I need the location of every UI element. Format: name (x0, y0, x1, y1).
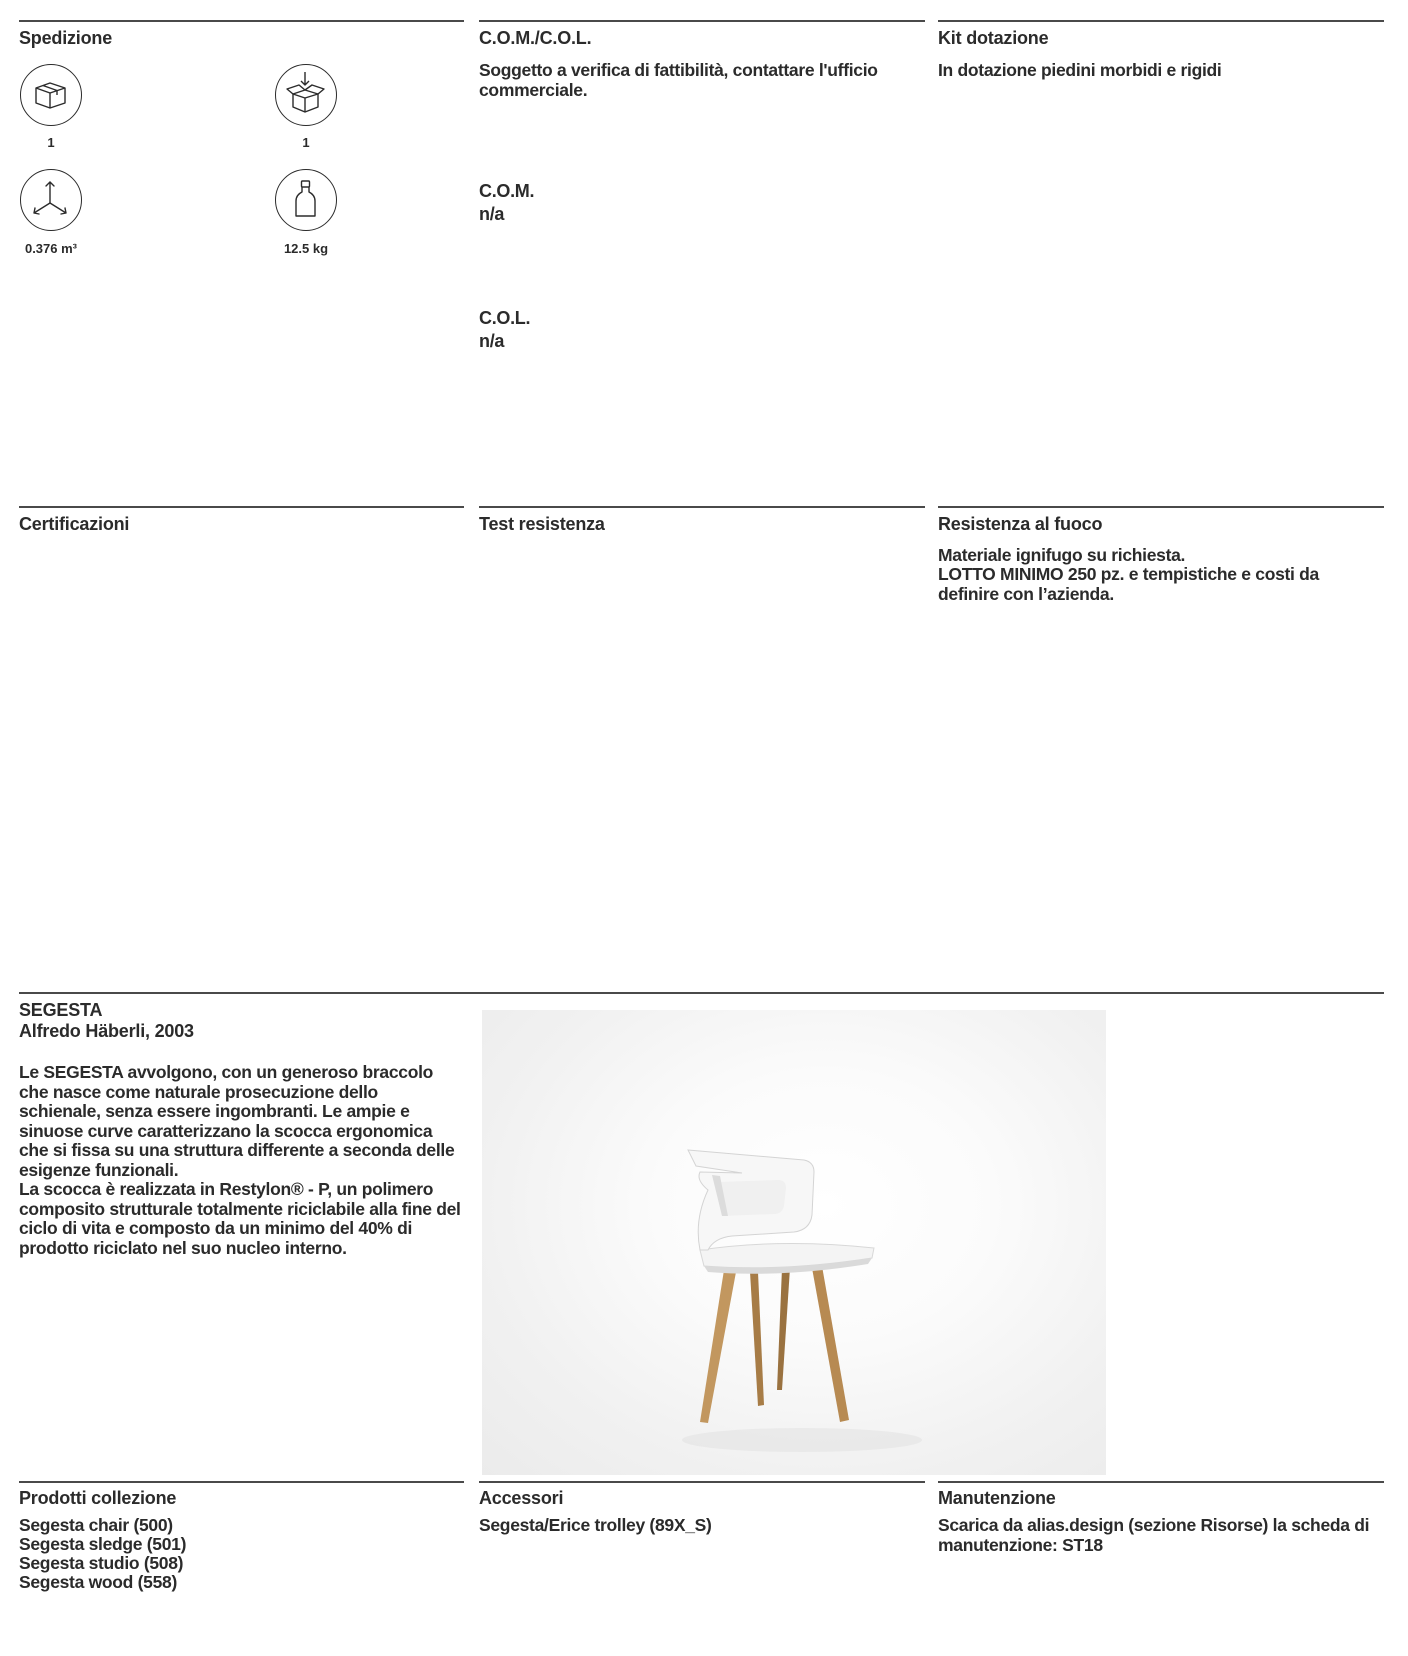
divider (938, 1481, 1384, 1483)
col-label: C.O.L. (479, 308, 531, 328)
volume-arrows-icon (20, 169, 82, 231)
com-label: C.O.M. (479, 181, 535, 201)
accessori-title: Accessori (479, 1488, 564, 1508)
divider (938, 506, 1384, 508)
open-box-icon (275, 64, 337, 126)
product-designer: Alfredo Häberli, 2003 (19, 1021, 194, 1041)
manutenzione-text: Scarica da alias.design (sezione Risorse) la scheda di manutenzione: ST18 (938, 1515, 1370, 1555)
prodotti-title: Prodotti collezione (19, 1488, 177, 1508)
col-value: n/a (479, 331, 505, 351)
fuoco-text-2: LOTTO MINIMO 250 pz. e tempistiche e costi da definire con l’azienda. (938, 564, 1319, 604)
divider (19, 20, 464, 22)
volume-value: 0.376 m³ (24, 241, 78, 256)
divider (938, 20, 1384, 22)
package-count: 1 (47, 135, 55, 150)
product-material: La scocca è realizzata in Restylon® - P, un polimero composito strutturale totalmente riciclabile alla fine del ciclo di vita e composto da un minimo del 40% di prodotto riciclato nel suo nucleo interno. (19, 1179, 461, 1258)
product-photo (482, 1010, 1106, 1475)
com-col-text: Soggetto a verifica di fattibilità, contattare l'ufficio commerciale. (479, 60, 878, 100)
prodotti-item: Segesta studio (508) (19, 1553, 184, 1573)
chair-illustration (482, 1010, 1106, 1475)
weight-icon (275, 169, 337, 231)
box-icon (20, 64, 82, 126)
kit-text: In dotazione piedini morbidi e rigidi (938, 60, 1222, 80)
spedizione-title: Spedizione (19, 28, 113, 48)
com-col-title: C.O.M./C.O.L. (479, 28, 592, 48)
weight-value: 12.5 kg (283, 241, 329, 256)
divider (19, 1481, 464, 1483)
fuoco-text-1: Materiale ignifugo su richiesta. (938, 545, 1186, 565)
test-resistenza-title: Test resistenza (479, 514, 605, 534)
fuoco-title: Resistenza al fuoco (938, 514, 1103, 534)
com-value: n/a (479, 204, 505, 224)
kit-title: Kit dotazione (938, 28, 1049, 48)
manutenzione-title: Manutenzione (938, 1488, 1056, 1508)
divider (479, 506, 925, 508)
accessori-text: Segesta/Erice trolley (89X_S) (479, 1515, 712, 1535)
prodotti-item: Segesta chair (500) (19, 1515, 173, 1535)
items-per-package: 1 (302, 135, 310, 150)
divider (19, 506, 464, 508)
divider (479, 20, 925, 22)
certificazioni-title: Certificazioni (19, 514, 130, 534)
prodotti-item: Segesta sledge (501) (19, 1534, 187, 1554)
divider (19, 992, 1384, 994)
product-name: SEGESTA (19, 1000, 103, 1020)
divider (479, 1481, 925, 1483)
product-description: Le SEGESTA avvolgono, con un generoso braccolo che nasce come naturale prosecuzione dello schienale, senza essere ingombranti. Le ampie e sinuose curve caratterizzano la scocca ergonomica che si fissa su una struttura differente a seconda delle esigenze funzionali. (19, 1062, 455, 1180)
prodotti-item: Segesta wood (558) (19, 1572, 177, 1592)
